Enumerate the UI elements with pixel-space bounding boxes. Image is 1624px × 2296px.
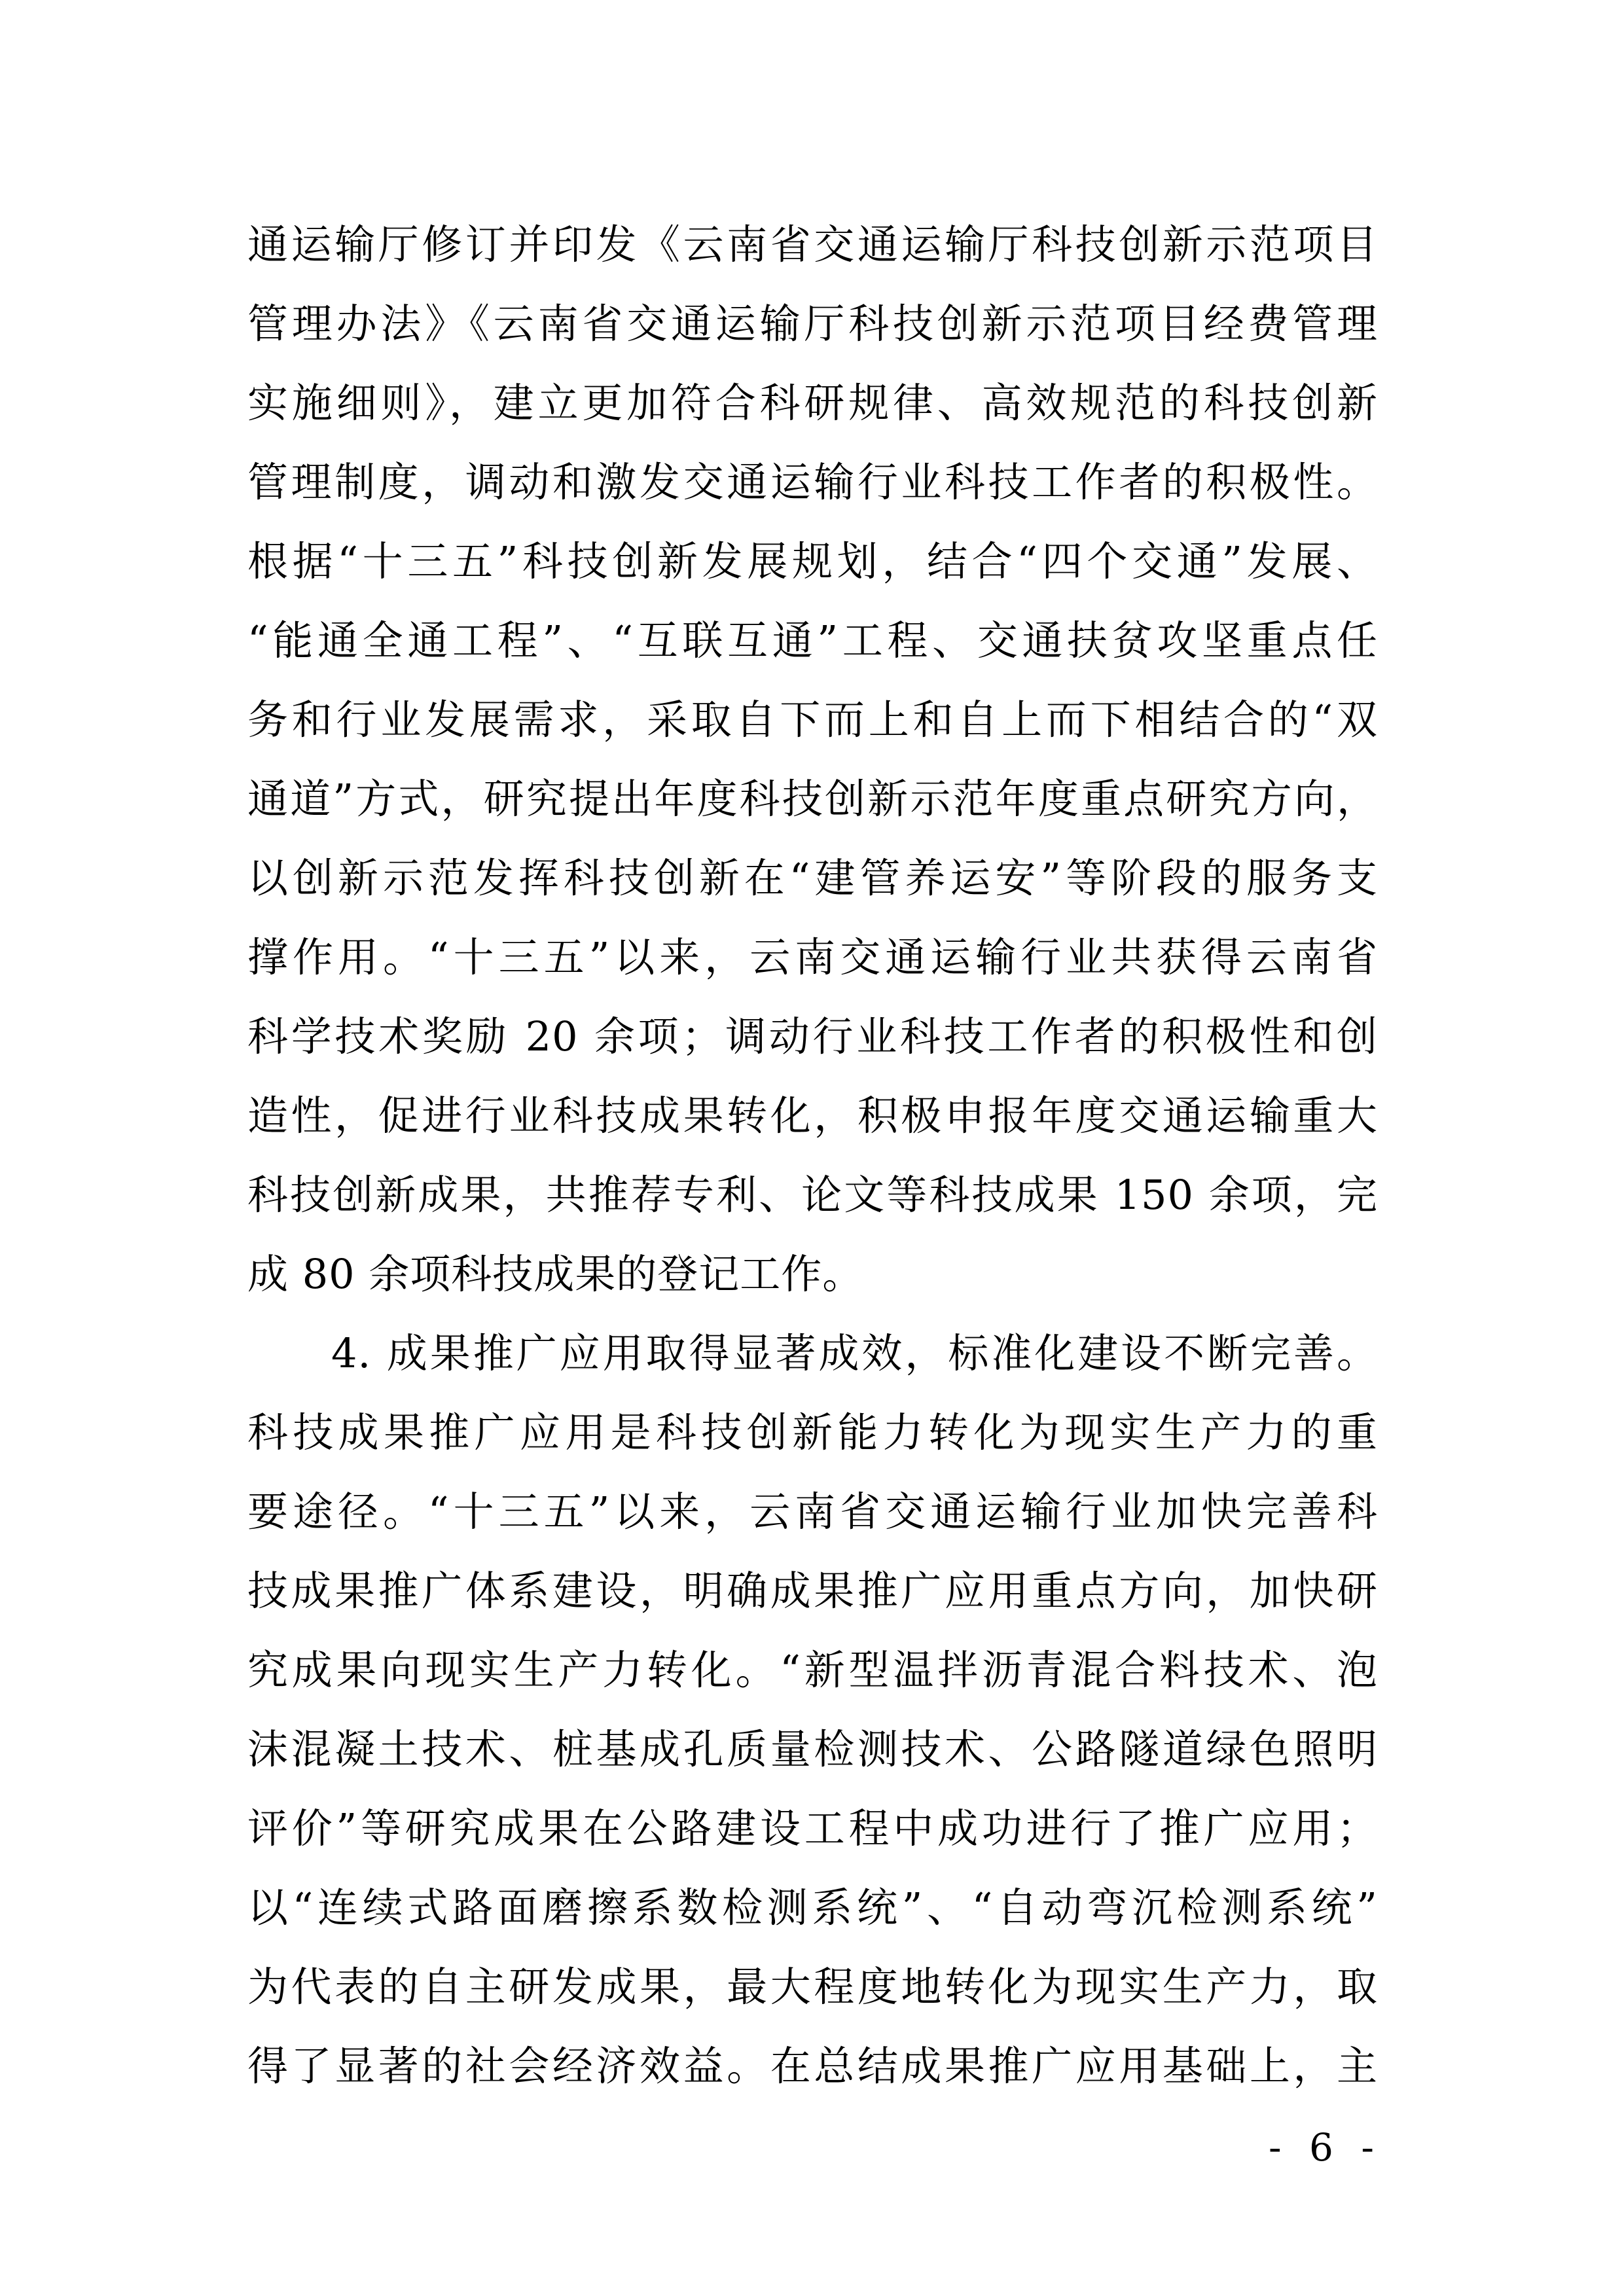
text-line: 技成果推广体系建设，明确成果推广应用重点方向，加快研 [247, 1567, 1378, 1615]
text-line: 实施细则》，建立更加符合科研规律、高效规范的科技创新 [247, 379, 1378, 427]
text-line: 撑作用。“十三五”以来，云南交通运输行业共获得云南省 [247, 933, 1378, 981]
text-line: 通道”方式，研究提出年度科技创新示范年度重点研究方向， [247, 775, 1378, 823]
text-line: 科学技术奖励 20 余项；调动行业科技工作者的积极性和创 [247, 1013, 1378, 1060]
text-line: 管理制度，调动和激发交通运输行业科技工作者的积极性。 [247, 458, 1378, 506]
text-line: 沫混凝土技术、桩基成孔质量检测技术、公路隧道绿色照明 [247, 1725, 1378, 1773]
text-line: 以“连续式路面磨擦系数检测系统”、“自动弯沉检测系统” [247, 1884, 1378, 1931]
text-line: 成 80 余项科技成果的登记工作。 [247, 1250, 864, 1298]
text-line: 究成果向现实生产力转化。“新型温拌沥青混合料技术、泡 [247, 1646, 1378, 1694]
body-text [247, 205, 1378, 2106]
text-line: 务和行业发展需求，采取自下而上和自上而下相结合的“双 [247, 696, 1378, 744]
text-line: “能通全通工程”、“互联互通”工程、交通扶贫攻坚重点任 [247, 617, 1378, 664]
text-line: 造性，促进行业科技成果转化，积极申报年度交通运输重大 [247, 1092, 1378, 1139]
text-line: 评价”等研究成果在公路建设工程中成功进行了推广应用； [247, 1804, 1378, 1852]
text-line: 通运输厅修订并印发《云南省交通运输厅科技创新示范项目 [247, 221, 1378, 268]
text-line: 科技创新成果，共推荐专利、论文等科技成果 150 余项，完 [247, 1171, 1378, 1219]
page-number: - 6 - [1269, 2125, 1382, 2170]
text-line: 管理办法》《云南省交通运输厅科技创新示范项目经费管理 [247, 300, 1378, 348]
text-line: 根据“十三五”科技创新发展规划，结合“四个交通”发展、 [247, 537, 1378, 585]
text-line: 以创新示范发挥科技创新在“建管养运安”等阶段的服务支 [247, 854, 1378, 902]
text-line: 为代表的自主研发成果，最大程度地转化为现实生产力，取 [247, 1963, 1378, 2011]
text-line: 科技成果推广应用是科技创新能力转化为现实生产力的重 [247, 1408, 1378, 1456]
text-line-paragraph-start: 4. 成果推广应用取得显著成效，标准化建设不断完善。 [331, 1329, 1378, 1377]
text-line: 要途径。“十三五”以来，云南省交通运输行业加快完善科 [247, 1488, 1378, 1535]
text-line: 得了显著的社会经济效益。在总结成果推广应用基础上，主 [247, 2042, 1378, 2090]
